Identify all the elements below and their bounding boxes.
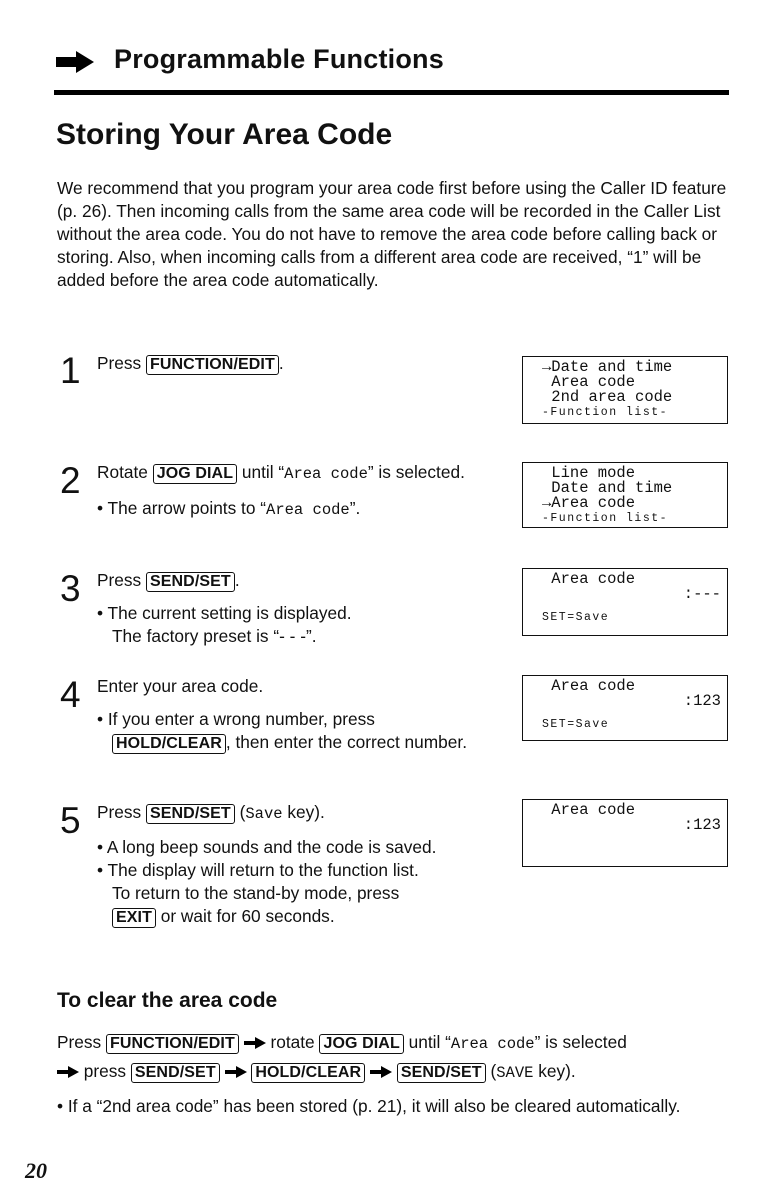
lcd-line: :123 (683, 816, 721, 834)
step-text: key). (282, 802, 325, 822)
step-number: 4 (60, 674, 81, 715)
lcd-line: -Function list- (542, 406, 669, 419)
key-function-edit: FUNCTION/EDIT (106, 1034, 239, 1054)
key-jog-dial: JOG DIAL (153, 464, 237, 484)
key-send-set: SEND/SET (131, 1063, 220, 1083)
lcd-display-step-1 (522, 356, 728, 424)
intro-text: We recommend that you program your area code first before using the Caller ID feature (p. 26). Then incoming calls from the same area code will be recorded in the Caller List without the area code. You do not have to remove the area code before calling back or storing. Also, when incoming calls from a different area code are received, “1” will be added before the area code automatically. (57, 178, 727, 290)
step-4-text (97, 675, 482, 754)
step-text: ( (234, 802, 246, 822)
lcd-line: :123 (683, 692, 721, 710)
step-text: Enter your area code. (97, 676, 264, 696)
bullet-text: • If you enter a wrong number, press (97, 709, 375, 729)
lcd-term: Area code (450, 1035, 535, 1053)
step-number: 2 (60, 460, 81, 501)
lcd-line: SET=Save (542, 611, 610, 624)
bullet-text: , then enter the correct number. (225, 732, 468, 752)
step-text: Rotate (97, 462, 153, 482)
key-jog-dial: JOG DIAL (319, 1034, 403, 1054)
lcd-line: Area code (542, 373, 636, 391)
step-text: Press (97, 353, 146, 373)
clear-instructions (57, 1029, 747, 1087)
lcd-line: Date and time (542, 479, 673, 497)
bullet-text: ”. (349, 498, 361, 518)
step-number: 5 (60, 800, 81, 841)
lcd-display-step-3 (522, 568, 728, 636)
subsection-title: To clear the area code (57, 989, 278, 1012)
key-send-set: SEND/SET (397, 1063, 486, 1083)
lcd-term: SAVE (496, 1064, 534, 1082)
clear-note: • If a “2nd area code” has been stored (p. 21), it will also be cleared automatically. (57, 1096, 681, 1116)
step-text: . (278, 353, 284, 373)
step-5-text (97, 801, 482, 928)
section-title: Programmable Functions (114, 44, 444, 74)
step-text: ” is selected. (367, 462, 465, 482)
step-3-text (97, 569, 482, 648)
step-text: . (234, 570, 240, 590)
bullet-text: • The current setting is displayed. (97, 603, 352, 623)
right-arrow-icon (225, 1066, 247, 1078)
step-number: 1 (60, 350, 81, 391)
lcd-term: Save (245, 805, 283, 823)
instruction-text: ” is selected (534, 1032, 627, 1052)
right-arrow-icon (244, 1037, 266, 1049)
step-text: until “ (237, 462, 285, 482)
step-2-text (97, 461, 482, 522)
lcd-line: -Function list- (542, 512, 669, 525)
bullet-text: • A long beep sounds and the code is saved. (97, 837, 437, 857)
header-rule (54, 90, 729, 95)
lcd-line: →Area code (542, 494, 636, 512)
bullet-text: • The arrow points to “ (97, 498, 267, 518)
lcd-display-step-5 (522, 799, 728, 867)
lcd-line: Area code (542, 801, 636, 819)
lcd-line: Area code (542, 570, 636, 588)
step-1-text (97, 352, 482, 375)
key-hold-clear: HOLD/CLEAR (251, 1063, 365, 1083)
lcd-line: Line mode (542, 464, 636, 482)
right-arrow-icon (56, 51, 94, 73)
lcd-display-step-4 (522, 675, 728, 741)
bullet-text: • The display will return to the function list. (97, 860, 419, 880)
bullet-text: To return to the stand-by mode, press (112, 883, 400, 903)
instruction-text: key). (533, 1061, 576, 1081)
step-text: Press (97, 802, 146, 822)
instruction-text: rotate (265, 1032, 320, 1052)
page-title: Storing Your Area Code (56, 118, 393, 151)
key-send-set: SEND/SET (146, 572, 235, 592)
key-function-edit: FUNCTION/EDIT (146, 355, 279, 375)
key-send-set: SEND/SET (146, 804, 235, 824)
lcd-line: SET=Save (542, 718, 610, 731)
step-number: 3 (60, 568, 81, 609)
right-arrow-icon (370, 1066, 392, 1078)
instruction-text: until “ (403, 1032, 451, 1052)
bullet-text: or wait for 60 seconds. (155, 906, 335, 926)
lcd-term: Area code (284, 465, 368, 483)
instruction-text: Press (57, 1032, 106, 1052)
bullet-text: The factory preset is “- - -”. (112, 626, 317, 646)
key-exit: EXIT (112, 908, 156, 928)
lcd-line: 2nd area code (542, 388, 673, 406)
right-arrow-icon (57, 1066, 79, 1078)
key-hold-clear: HOLD/CLEAR (112, 734, 226, 754)
instruction-text: ( (485, 1061, 497, 1081)
lcd-line: :--- (683, 585, 721, 603)
step-text: Press (97, 570, 146, 590)
lcd-line: Area code (542, 677, 636, 695)
lcd-display-step-2 (522, 462, 728, 528)
intro-paragraph (57, 177, 737, 292)
lcd-term: Area code (266, 501, 350, 519)
instruction-text: press (79, 1061, 131, 1081)
page-number: 20 (25, 1158, 47, 1183)
lcd-line: →Date and time (542, 358, 673, 376)
